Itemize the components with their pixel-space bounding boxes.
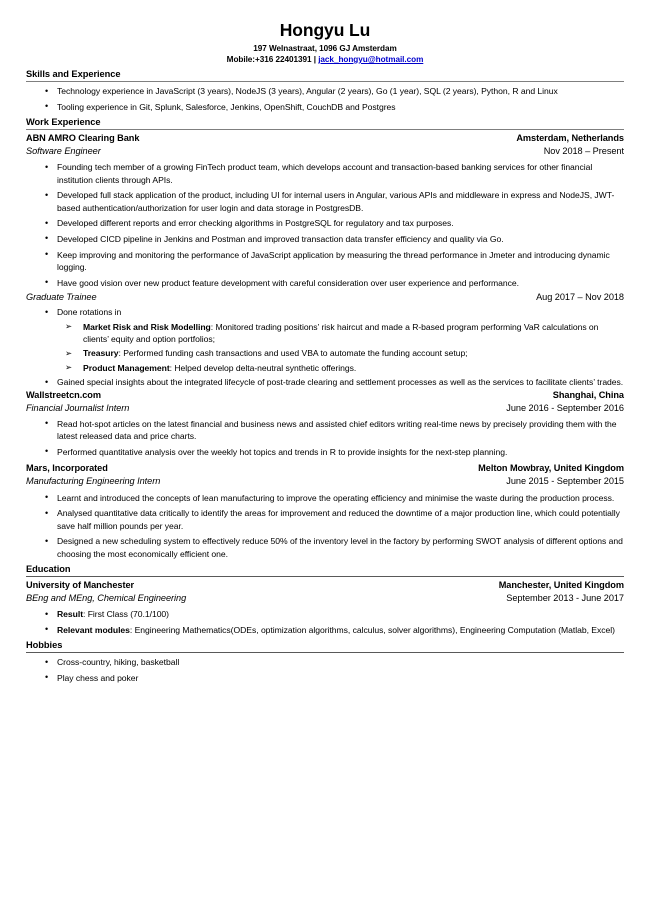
job-header-mars <box>26 462 624 475</box>
rotation-name: Product Management <box>83 362 170 373</box>
role-bullet-list-software-engineer <box>26 161 624 289</box>
candidate-address: 197 Welnastraat, 1096 GJ Amsterdam <box>253 44 397 53</box>
employer-name: Wallstreetcn.com <box>26 389 101 400</box>
section-title-education: Education <box>26 563 71 574</box>
employer-name: Mars, Incorporated <box>26 463 108 474</box>
resume-header <box>26 20 624 65</box>
role-header-graduate-trainee <box>26 291 624 304</box>
role-title: Graduate Trainee <box>26 291 97 302</box>
rotation-detail: : Monitored trading positions’ risk haircut and made a R-based program performing VaR calculations on clients’ equity and option portfolios; <box>83 321 599 344</box>
contact-separator: | <box>313 55 316 64</box>
list-item <box>26 608 624 620</box>
list-item <box>26 306 624 374</box>
list-item: • Cross-country, hiking, basketball <box>26 656 624 668</box>
section-rule-skills <box>26 81 624 82</box>
employer-name: ABN AMRO Clearing Bank <box>26 133 140 144</box>
education-bullet-text: : Engineering Mathematics(ODEs, optimization algorithms, calculus, solver algorithms), Engineering Computation (Matlab, Excel) <box>129 624 615 635</box>
role-title: Manufacturing Engineering Intern <box>26 476 161 487</box>
hobbies-bullet-list <box>26 656 624 684</box>
list-item: • Founding tech member of a growing FinTech product team, which develops account and transaction-based banking services for other financial institution clients through APIs. <box>26 161 624 186</box>
list-item: • Developed CICD pipeline in Jenkins and Postman and improved transaction data transfer efficiency and quality via Go. <box>26 233 624 245</box>
section-title-work: Work Experience <box>26 117 101 128</box>
role-dates: Aug 2017 – Nov 2018 <box>536 291 624 302</box>
list-item: • Keep improving and monitoring the performance of JavaScript application by measuring the thread performance in Jmeter and introducing dynamic logging. <box>26 249 624 274</box>
role-dates: June 2015 - September 2015 <box>506 476 624 487</box>
rotation-name: Market Risk and Risk Modelling <box>83 321 211 332</box>
school-location: Manchester, United Kingdom <box>498 579 624 590</box>
education-bullet-text: : First Class (70.1/100) <box>83 609 169 620</box>
employer-location: Melton Mowbray, United Kingdom <box>478 463 624 474</box>
skills-bullet-list <box>26 85 624 113</box>
list-item: • Read hot-spot articles on the latest financial and business news and assisted chief editors writing real-time news by precisely providing them with the latest released data and price charts. <box>26 418 624 443</box>
list-item: • Tooling experience in Git, Splunk, Salesforce, Jenkins, OpenShift, CouchDB and Postgres <box>26 101 624 113</box>
rotation-sub-list <box>57 321 624 375</box>
section-title-skills: Skills and Experience <box>26 69 121 79</box>
list-item: • Performed quantitative analysis over the weekly hot topics and trends in R to provide insights for the next-step planning. <box>26 446 624 458</box>
degree-dates: September 2013 - June 2017 <box>506 592 624 603</box>
rotation-detail: : Performed funding cash transactions and used VBA to automate the funding account setup; <box>118 348 468 359</box>
education-bullet-lead: Result <box>57 609 84 620</box>
candidate-contact-line <box>26 54 624 65</box>
section-rule-hobbies <box>26 652 624 653</box>
list-item: • Learnt and introduced the concepts of lean manufacturing to improve the operating efficiency and minimise the waste during the production process. <box>26 492 624 504</box>
rotation-detail: : Helped develop delta-neutral synthetic offerings. <box>169 362 357 373</box>
school-name: University of Manchester <box>26 579 135 590</box>
role-title: Financial Journalist Intern <box>26 402 130 413</box>
role-dates: June 2016 - September 2016 <box>506 402 624 413</box>
list-item: • Play chess and poker <box>26 672 624 684</box>
role-bullet-list-graduate-trainee <box>26 306 624 389</box>
education-bullet-list <box>26 608 624 636</box>
role-header-manufacturing-engineering-intern <box>26 475 624 488</box>
section-rule-education <box>26 576 624 577</box>
role-title: Software Engineer <box>26 146 101 157</box>
role-header-software-engineer <box>26 145 624 158</box>
job-header-wallstreetcn <box>26 389 624 402</box>
list-item: • Designed a new scheduling system to effectively reduce 50% of the inventory level in the factory by performing SWOT analysis of different options and choosing the most economically efficient one. <box>26 535 624 560</box>
mobile-number: Mobile:+316 22401391 <box>226 55 312 64</box>
list-item: • Developed full stack application of the product, including UI for internal users in Angular, various APIs and middleware in express and NodeJS, JWT-based authentication/authorization for user login and data storage in PostgresDB. <box>26 189 624 214</box>
section-title-hobbies: Hobbies <box>26 640 63 651</box>
list-item: • Analysed quantitative data critically to identify the areas for improvement and reduced the downtime of a major production line, which could potentially save half million pounds per year. <box>26 507 624 532</box>
job-header-abn-amro <box>26 132 624 145</box>
list-item: • Developed different reports and error checking algorithms in PostgreSQL for regulatory and tax purposes. <box>26 217 624 229</box>
list-item <box>57 347 624 359</box>
list-item-text: Done rotations in <box>57 307 122 318</box>
section-rule-work <box>26 129 624 130</box>
list-item <box>26 624 624 636</box>
list-item: • Have good vision over new product feature development with careful consideration over user experience and performance. <box>26 277 624 289</box>
role-bullet-list-financial-journalist-intern <box>26 418 624 458</box>
rotation-name: Treasury <box>83 348 119 359</box>
school-header-university-of-manchester <box>26 579 624 592</box>
role-bullet-list-manufacturing-engineering-intern <box>26 492 624 560</box>
candidate-name: Hongyu Lu <box>279 20 371 40</box>
role-dates: Nov 2018 – Present <box>543 146 624 157</box>
degree-row <box>26 592 624 605</box>
role-header-financial-journalist-intern <box>26 402 624 415</box>
education-bullet-lead: Relevant modules <box>57 624 130 635</box>
degree-title: BEng and MEng, Chemical Engineering <box>26 592 187 603</box>
list-item <box>57 321 624 346</box>
employer-location: Amsterdam, Netherlands <box>516 133 624 144</box>
list-item <box>57 362 624 374</box>
employer-location: Shanghai, China <box>552 389 624 400</box>
email-link[interactable]: jack_hongyu@hotmail.com <box>318 55 424 64</box>
list-item: • Gained special insights about the integrated lifecycle of post-trade clearing and settlement processes as well as the services to facilitate clients’ trades. <box>26 376 624 388</box>
list-item: • Technology experience in JavaScript (3 years), NodeJS (3 years), Angular (2 years), Go (1 year), SQL (2 years), Python, R and Linux <box>26 85 624 97</box>
